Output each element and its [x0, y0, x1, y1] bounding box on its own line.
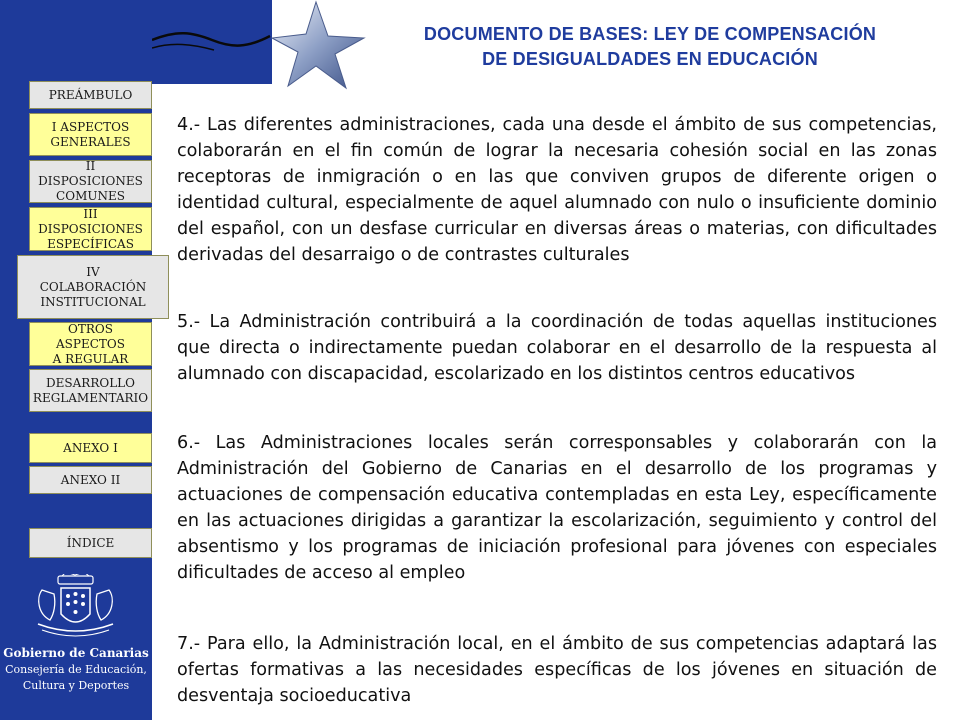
- nav-aspectos-generales-label: [50, 120, 130, 150]
- nav-anexo-1-label: ANEXO I: [63, 440, 118, 455]
- nav-colab-line3: INSTITUCIONAL: [40, 294, 146, 309]
- nav-disposiciones-especificas-button[interactable]: [29, 207, 152, 251]
- nav-aspectos-line1: I ASPECTOS: [51, 119, 130, 134]
- nav-colaboracion-label: [40, 265, 147, 310]
- nav-anexo-2-label: ANEXO II: [60, 472, 121, 487]
- nav-disposiciones-comunes-button[interactable]: [29, 160, 152, 203]
- nav-disposiciones-comunes-label: [34, 159, 147, 204]
- nav-comunes-line2: COMUNES: [56, 189, 125, 203]
- nav-anexo-1-button[interactable]: [29, 433, 152, 463]
- nav-desarrollo-reglamentario-button[interactable]: [29, 369, 152, 412]
- nav-disposiciones-especificas-label: [34, 207, 147, 252]
- nav-desarrollo-label: [33, 376, 148, 406]
- nav-especificas-line1: III DISPOSICIONES: [38, 206, 143, 236]
- nav-anexo-2-button[interactable]: [29, 466, 152, 494]
- paragraph-5: 5.- La Administración contribuirá a la coordinación de todas aquellas instituciones que directa o indirectamente puedan colaborar en el desarrollo de la respuesta al alumnado con discapacidad, escolarizado en los distintos centros educativos: [177, 312, 937, 384]
- paragraph-4: 4.- Las diferentes administraciones, cada una desde el ámbito de sus competencias, colaborarán en el fin común de lograr la necesaria cohesión social en las zonas receptoras de inmigración o en las que conviven grupos de diferente origen o identidad cultural, especialmente de aquel alumnado con nulo o insuficiente dominio del español, con un desfase curricular en diversas áreas o materias, con dificultades derivadas del desarraigo o de contrastes culturales: [177, 115, 937, 265]
- paragraph-7: 7.- Para ello, la Administración local, en el ámbito de sus competencias adaptará las ofertas formativas a las necesidades específicas de los jóvenes en situación de desventaja socioeducativa: [177, 634, 937, 706]
- nav-preambulo-button[interactable]: [29, 81, 152, 109]
- government-name: Gobierno de Canarias: [3, 646, 149, 660]
- nav-aspectos-line2: GENERALES: [50, 134, 131, 149]
- nav-comunes-line1: II DISPOSICIONES: [38, 159, 143, 188]
- nav-especificas-line2: ESPECÍFICAS: [47, 236, 134, 251]
- page-title-line-2: DE DESIGUALDADES EN EDUCACIÓN: [482, 49, 818, 69]
- nav-aspectos-generales-button[interactable]: [29, 113, 152, 156]
- department-line-1: Consejería de Educación,: [5, 663, 147, 676]
- coat-of-arms-icon: [28, 574, 123, 642]
- nav-preambulo-label: PREÁMBULO: [48, 87, 133, 102]
- nav-indice-button[interactable]: [29, 528, 152, 558]
- department-line-2: Cultura y Deportes: [22, 679, 130, 692]
- nav-colab-line2: COLABORACIÓN: [39, 279, 147, 294]
- nav-desarrollo-line2: REGLAMENTARIO: [32, 390, 149, 405]
- nav-colaboracion-institucional-button[interactable]: [17, 255, 169, 319]
- nav-colab-line1: IV: [86, 264, 100, 279]
- nav-otros-aspectos-label: [34, 322, 147, 367]
- nav-desarrollo-line1: DESARROLLO: [46, 375, 135, 390]
- nav-otros-aspectos-button[interactable]: [29, 322, 152, 366]
- paragraph-6: 6.- Las Administraciones locales serán corresponsables y colaborarán con la Administración del Gobierno de Canarias en el desarrollo de los programas y actuaciones de compensación educativa contempladas en esta Ley, específicamente en las actuaciones dirigidas a garantizar la escolarización, seguimiento y control del absentismo y los programas de iniciación profesional para jóvenes con especiales dificultades de acceso al empleo: [177, 433, 937, 583]
- star-logo-icon: [152, 0, 382, 90]
- nav-otros-line2: A REGULAR: [52, 351, 129, 366]
- nav-indice-label: ÍNDICE: [66, 535, 115, 550]
- nav-otros-line1: OTROS ASPECTOS: [56, 321, 125, 351]
- page-title-line-1: DOCUMENTO DE BASES: LEY DE COMPENSACIÓN: [423, 24, 877, 44]
